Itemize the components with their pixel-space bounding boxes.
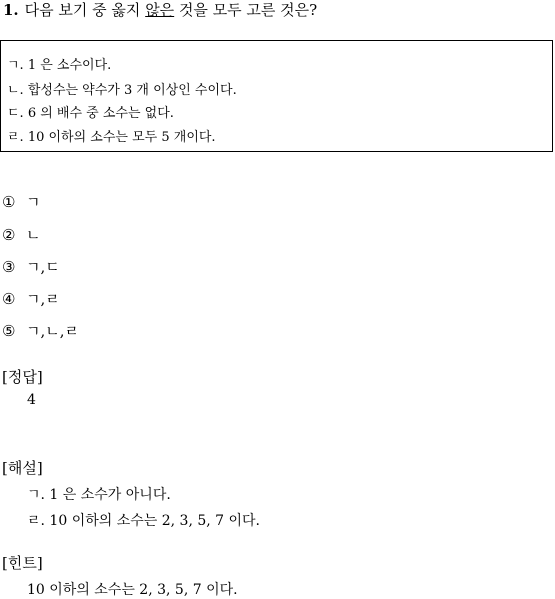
choice-text: ㄱ,ㄷ [26, 258, 60, 276]
choice-2[interactable] [2, 224, 41, 245]
choice-number: ① [2, 193, 16, 211]
question-text-before: 다음 보기 중 옳지 [24, 1, 146, 19]
choice-text: ㄱ [26, 193, 41, 211]
example-item: ㄹ. 10 이하의 소수는 모두 5 개이다. [7, 130, 216, 145]
answer-label: [정답] [2, 368, 43, 386]
choice-1[interactable] [2, 191, 41, 212]
answer-value: 4 [27, 392, 36, 408]
choice-number: ③ [2, 258, 16, 276]
hint-label: [힌트] [2, 554, 43, 572]
choice-text: ㄱ,ㄹ [26, 290, 60, 308]
choice-4[interactable] [2, 288, 60, 309]
explanation-line: ㄹ. 10 이하의 소수는 2, 3, 5, 7 이다. [27, 513, 261, 529]
hint-text: 10 이하의 소수는 2, 3, 5, 7 이다. [27, 582, 238, 598]
question-text-after: 것을 모두 고른 것은? [174, 1, 318, 19]
explanation-line: ㄱ. 1 은 소수가 아니다. [27, 487, 171, 503]
choice-number: ② [2, 226, 16, 244]
choice-text: ㄴ [26, 226, 41, 244]
choice-number: ⑤ [2, 322, 16, 340]
question [3, 1, 317, 19]
question-text-underlined: 않은 [145, 1, 175, 19]
choice-5[interactable] [2, 320, 79, 341]
question-number: 1. [3, 1, 19, 19]
example-item: ㄷ. 6 의 배수 중 소수는 없다. [7, 106, 174, 121]
explanation-label: [해설] [2, 459, 43, 477]
example-item: ㄱ. 1 은 소수이다. [7, 58, 112, 73]
choice-3[interactable] [2, 256, 60, 277]
example-box [0, 40, 553, 152]
choice-text: ㄱ,ㄴ,ㄹ [26, 322, 80, 340]
example-item: ㄴ. 합성수는 약수가 3 개 이상인 수이다. [7, 83, 237, 98]
choice-number: ④ [2, 290, 16, 308]
